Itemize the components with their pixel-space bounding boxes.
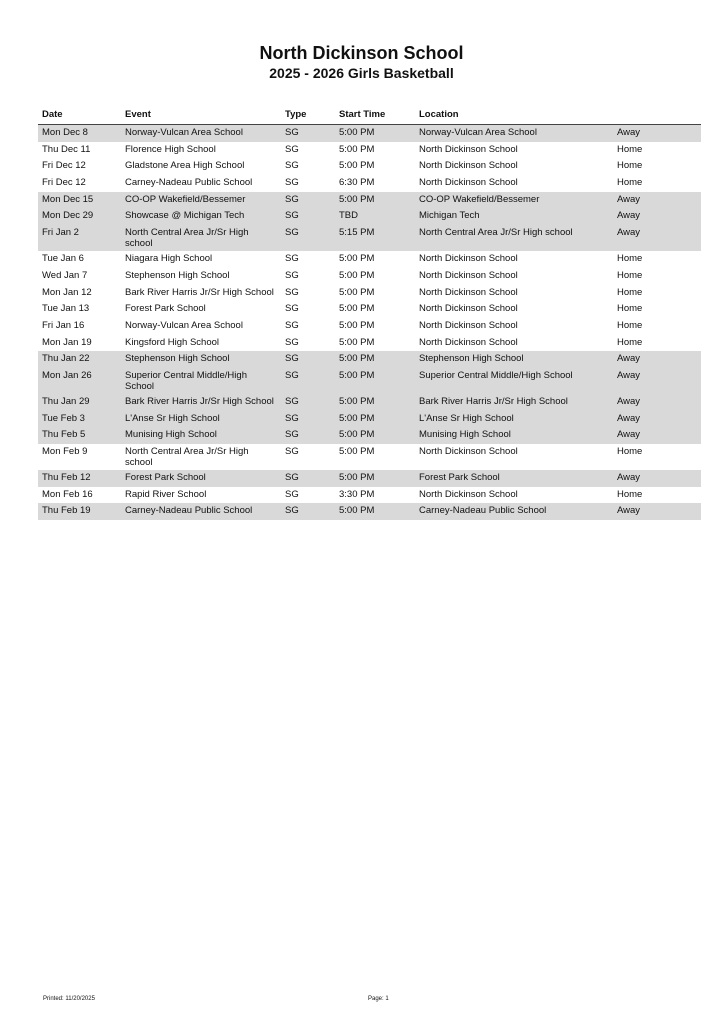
row-type: SG xyxy=(281,225,335,251)
row-type: SG xyxy=(285,160,299,172)
row-location: North Dickinson School xyxy=(419,319,518,331)
row-date: Tue Jan 6 xyxy=(42,253,84,265)
row-start-time: 5:00 PM xyxy=(339,303,375,315)
row-start-time: 5:00 PM xyxy=(339,269,375,281)
row-home-away: Away xyxy=(613,368,701,394)
row-type: SG xyxy=(285,177,299,189)
row-event: Bark River Harris Jr/Sr High School xyxy=(121,394,281,411)
row-location: North Dickinson School xyxy=(419,160,518,172)
row-location: L'Anse Sr High School xyxy=(415,411,613,428)
row-location: Munising High School xyxy=(415,427,613,444)
row-type: SG xyxy=(281,208,335,225)
row-event: Forest Park School xyxy=(121,470,281,487)
row-date: Mon Feb 9 xyxy=(42,446,88,457)
row-start-time: 5:00 PM xyxy=(335,394,415,411)
row-event: Rapid River School xyxy=(125,488,207,500)
row-home-away: Home xyxy=(617,143,643,155)
row-event: Gladstone Area High School xyxy=(125,160,245,172)
row-event: CO-OP Wakefield/Bessemer xyxy=(121,192,281,209)
row-start-time: 5:00 PM xyxy=(335,470,415,487)
row-location: North Dickinson School xyxy=(419,303,518,315)
row-home-away: Home xyxy=(617,319,643,331)
row-date: Wed Jan 7 xyxy=(42,269,88,281)
table-row xyxy=(38,158,701,175)
table-row xyxy=(38,251,701,268)
row-event: Bark River Harris Jr/Sr High School xyxy=(125,286,274,298)
table-header-row xyxy=(38,105,701,125)
row-event: L'Anse Sr High School xyxy=(121,411,281,428)
page-number: Page: 1 xyxy=(368,996,389,1002)
row-location: North Dickinson School xyxy=(419,446,518,457)
row-location: North Dickinson School xyxy=(419,488,518,500)
table-row xyxy=(38,427,701,444)
row-event: Norway-Vulcan Area School xyxy=(125,319,243,331)
row-location: North Dickinson School xyxy=(419,269,518,281)
row-date: Mon Dec 15 xyxy=(38,192,121,209)
row-event: Niagara High School xyxy=(125,253,213,265)
row-event: Kingsford High School xyxy=(125,336,219,348)
row-date: Mon Jan 12 xyxy=(42,286,92,298)
row-type: SG xyxy=(285,303,299,315)
row-start-time: 5:00 PM xyxy=(335,351,415,368)
row-type: SG xyxy=(285,286,299,298)
row-date: Fri Dec 12 xyxy=(42,160,86,172)
row-type: SG xyxy=(281,368,335,394)
column-header-home-away xyxy=(613,105,701,125)
row-home-away: Home xyxy=(617,488,643,500)
row-location: Michigan Tech xyxy=(415,208,613,225)
row-date: Tue Jan 13 xyxy=(42,303,90,315)
row-type: SG xyxy=(281,411,335,428)
row-location: North Dickinson School xyxy=(419,143,518,155)
table-row xyxy=(38,487,701,504)
row-type: SG xyxy=(281,470,335,487)
row-type: SG xyxy=(285,143,299,155)
row-event: Florence High School xyxy=(125,143,216,155)
table-row xyxy=(38,285,701,302)
printed-date: Printed: 11/20/2025 xyxy=(43,996,95,1002)
row-home-away: Away xyxy=(613,394,701,411)
row-date: Fri Jan 2 xyxy=(38,225,121,251)
row-location: Bark River Harris Jr/Sr High School xyxy=(415,394,613,411)
row-home-away: Home xyxy=(617,303,643,315)
row-type: SG xyxy=(281,427,335,444)
table-row xyxy=(38,142,701,159)
row-type: SG xyxy=(285,253,299,265)
row-location: North Central Area Jr/Sr High school xyxy=(415,225,613,251)
row-start-time: 5:00 PM xyxy=(335,503,415,520)
table-row xyxy=(38,335,701,352)
row-event: Forest Park School xyxy=(125,303,206,315)
table-row xyxy=(38,351,701,368)
row-type: SG xyxy=(285,319,299,331)
row-date: Thu Feb 19 xyxy=(38,503,121,520)
row-location: Forest Park School xyxy=(415,470,613,487)
row-home-away: Away xyxy=(613,503,701,520)
row-location: North Dickinson School xyxy=(419,286,518,298)
row-home-away: Home xyxy=(617,177,643,189)
row-start-time: 6:30 PM xyxy=(339,177,375,189)
table-row xyxy=(38,318,701,335)
page-subtitle: 2025 - 2026 Girls Basketball xyxy=(269,65,454,81)
page-title: North Dickinson School xyxy=(259,43,464,63)
row-location: North Dickinson School xyxy=(419,336,518,348)
row-home-away: Home xyxy=(617,269,643,281)
table-row xyxy=(38,411,701,428)
table-row xyxy=(38,470,701,487)
column-header-location: Location xyxy=(415,105,613,125)
row-date: Fri Dec 12 xyxy=(42,177,86,189)
row-home-away: Away xyxy=(613,208,701,225)
row-event: Carney-Nadeau Public School xyxy=(125,177,253,189)
row-date: Tue Feb 3 xyxy=(38,411,121,428)
row-start-time: 3:30 PM xyxy=(339,488,375,500)
row-type: SG xyxy=(285,488,299,500)
column-header-date: Date xyxy=(38,105,121,125)
row-type: SG xyxy=(285,446,299,457)
row-home-away: Home xyxy=(617,336,643,348)
row-home-away: Away xyxy=(613,125,701,142)
row-start-time: 5:00 PM xyxy=(339,319,375,331)
row-date: Thu Jan 22 xyxy=(38,351,121,368)
row-home-away: Home xyxy=(617,286,643,298)
row-start-time: 5:00 PM xyxy=(335,125,415,142)
row-location: Superior Central Middle/High School xyxy=(415,368,613,394)
table-row xyxy=(38,192,701,209)
row-date: Fri Jan 16 xyxy=(42,319,85,331)
row-location: Norway-Vulcan Area School xyxy=(415,125,613,142)
table-row xyxy=(38,368,701,394)
table-row xyxy=(38,268,701,285)
row-start-time: 5:15 PM xyxy=(335,225,415,251)
row-date: Thu Feb 5 xyxy=(38,427,121,444)
row-type: SG xyxy=(281,394,335,411)
row-home-away: Away xyxy=(613,192,701,209)
row-location: North Dickinson School xyxy=(419,253,518,265)
table-row xyxy=(38,503,701,520)
row-date: Thu Dec 11 xyxy=(42,143,91,155)
table-row xyxy=(38,394,701,411)
row-start-time: 5:00 PM xyxy=(339,286,375,298)
row-home-away: Away xyxy=(613,470,701,487)
row-event: North Central Area Jr/Sr High school xyxy=(125,446,249,468)
row-start-time: 5:00 PM xyxy=(339,160,375,172)
row-home-away: Away xyxy=(613,351,701,368)
table-row xyxy=(38,225,701,251)
row-home-away: Home xyxy=(617,446,643,457)
row-type: SG xyxy=(281,351,335,368)
row-type: SG xyxy=(285,336,299,348)
row-date: Mon Jan 26 xyxy=(38,368,121,394)
table-row xyxy=(38,125,701,142)
row-home-away: Away xyxy=(613,411,701,428)
row-event: Carney-Nadeau Public School xyxy=(121,503,281,520)
row-date: Mon Dec 8 xyxy=(38,125,121,142)
row-event: Norway-Vulcan Area School xyxy=(121,125,281,142)
row-date: Thu Feb 12 xyxy=(38,470,121,487)
row-type: SG xyxy=(281,192,335,209)
column-header-type: Type xyxy=(281,105,335,125)
row-event: Superior Central Middle/High School xyxy=(121,368,281,394)
table-row xyxy=(38,208,701,225)
row-start-time: 5:00 PM xyxy=(335,368,415,394)
row-date: Mon Jan 19 xyxy=(42,336,92,348)
row-home-away: Home xyxy=(617,253,643,265)
row-home-away: Away xyxy=(613,427,701,444)
row-location: CO-OP Wakefield/Bessemer xyxy=(415,192,613,209)
row-event: Munising High School xyxy=(121,427,281,444)
column-header-event: Event xyxy=(121,105,281,125)
row-location: Stephenson High School xyxy=(415,351,613,368)
table-row xyxy=(38,301,701,318)
row-event: Showcase @ Michigan Tech xyxy=(121,208,281,225)
schedule-body xyxy=(38,125,701,521)
row-start-time: 5:00 PM xyxy=(339,253,375,265)
row-type: SG xyxy=(285,269,299,281)
row-event: North Central Area Jr/Sr High school xyxy=(121,225,281,251)
row-start-time: 5:00 PM xyxy=(339,143,375,155)
row-start-time: 5:00 PM xyxy=(335,411,415,428)
table-row xyxy=(38,175,701,192)
row-home-away: Away xyxy=(613,225,701,251)
table-row xyxy=(38,444,701,470)
row-date: Mon Feb 16 xyxy=(42,488,93,500)
row-start-time: 5:00 PM xyxy=(339,336,375,348)
row-location: Carney-Nadeau Public School xyxy=(415,503,613,520)
row-event: Stephenson High School xyxy=(125,269,230,281)
column-header-start-time: Start Time xyxy=(335,105,415,125)
row-start-time: 5:00 PM xyxy=(335,192,415,209)
row-start-time: 5:00 PM xyxy=(335,427,415,444)
row-location: North Dickinson School xyxy=(419,177,518,189)
row-home-away: Home xyxy=(617,160,643,172)
schedule-table xyxy=(38,105,701,520)
row-start-time: TBD xyxy=(335,208,415,225)
row-type: SG xyxy=(281,125,335,142)
row-date: Thu Jan 29 xyxy=(38,394,121,411)
row-type: SG xyxy=(281,503,335,520)
row-start-time: 5:00 PM xyxy=(339,446,375,457)
row-event: Stephenson High School xyxy=(121,351,281,368)
row-date: Mon Dec 29 xyxy=(38,208,121,225)
